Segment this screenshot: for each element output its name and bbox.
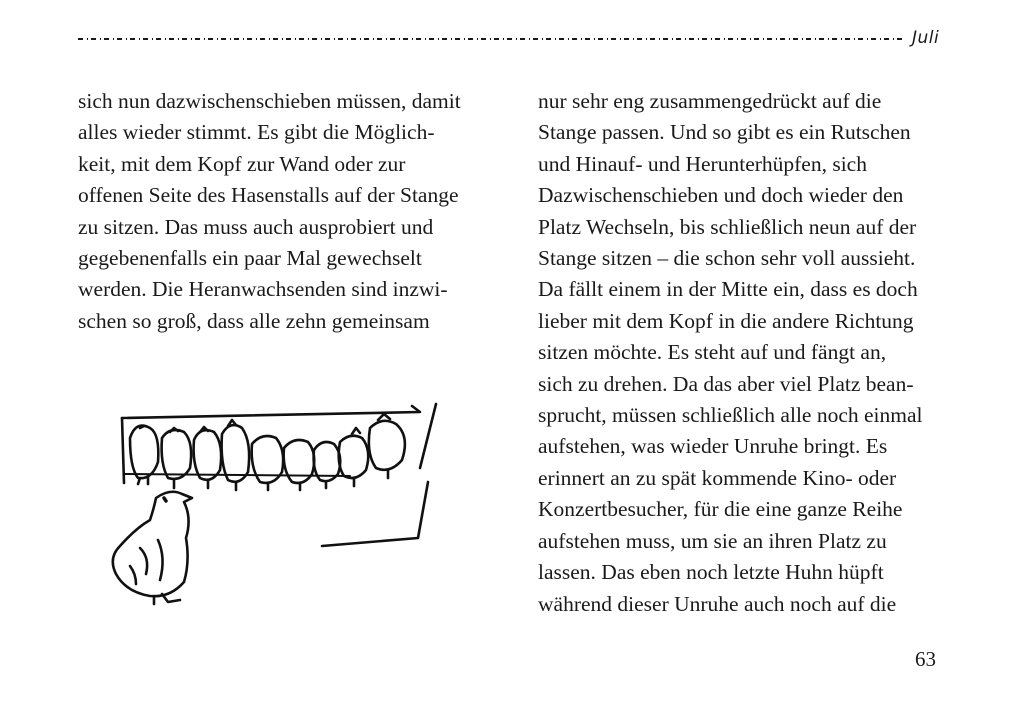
chicken-3 xyxy=(194,430,222,480)
text-line: zu sitzen. Das muss auch ausprobiert und xyxy=(78,214,434,239)
chicken-4 xyxy=(222,425,250,482)
text-line: sitzen möchte. Es steht auf und fängt an, xyxy=(538,340,887,365)
text-line: nur sehr eng zusammengedrückt auf die xyxy=(538,89,882,113)
text-line: aufstehen muss, um sie an ihren Platz zu xyxy=(538,528,887,553)
text-line: während dieser Unruhe auch noch auf die xyxy=(538,591,897,616)
chicken-1 xyxy=(130,426,158,479)
text-line: Platz Wechseln, bis schließlich neun auf der xyxy=(538,214,917,239)
ground-chicken xyxy=(113,492,192,604)
chicken-2 xyxy=(162,430,192,479)
text-line: keit, mit dem Kopf zur Wand oder zur xyxy=(78,151,406,176)
text-line: Dazwischenschieben und doch wieder den xyxy=(538,183,904,208)
chicken-8 xyxy=(339,436,369,478)
text-line: offenen Seite des Hasenstalls auf der Stange xyxy=(78,183,459,208)
text-line: Stange passen. Und so gibt es ein Rutschen xyxy=(538,120,911,145)
text-line: lassen. Das eben noch letzte Huhn hüpft xyxy=(538,560,884,585)
text-line: sprucht, müssen schließlich alle noch einmal xyxy=(538,403,923,428)
right-text-column xyxy=(538,86,958,620)
text-line: schen so groß, dass alle zehn gemeinsam xyxy=(78,308,430,333)
text-line: werden. Die Heranwachsenden sind inzwi- xyxy=(78,277,448,302)
text-line: Konzertbesucher, für die eine ganze Reihe xyxy=(538,497,903,522)
text-line: lieber mit dem Kopf in die andere Richtung xyxy=(538,308,914,333)
hutch-top-line xyxy=(122,406,420,418)
page-number: 63 xyxy=(915,647,936,671)
chicken-6 xyxy=(284,440,315,483)
text-line: alles wieder stimmt. Es gibt die Möglich- xyxy=(78,120,435,145)
text-line: sich zu drehen. Da das aber viel Platz bean- xyxy=(538,371,914,396)
chicken-9 xyxy=(369,421,405,470)
text-line: Da fällt einem in der Mitte ein, dass es doch xyxy=(538,277,918,302)
text-line: erinnert an zu spät kommende Kino- oder xyxy=(538,465,897,490)
perched-chickens xyxy=(130,414,405,490)
text-line: aufstehen, was wieder Unruhe bringt. Es xyxy=(538,434,888,459)
running-header-month: Juli xyxy=(912,28,940,48)
hutch-floor-line xyxy=(322,482,428,546)
text-line: sich nun dazwischenschieben müssen, damit xyxy=(78,89,461,113)
hutch-wall-right-line xyxy=(420,404,436,468)
text-line: und Hinauf- und Herunterhüpfen, sich xyxy=(538,151,867,176)
chickens-on-perch-illustration xyxy=(100,398,450,608)
header-dashed-rule xyxy=(78,37,902,43)
text-line: gegebenenfalls ein paar Mal gewechselt xyxy=(78,246,422,271)
left-text-column xyxy=(78,86,498,337)
text-line: Stange sitzen – die schon sehr voll aussieht. xyxy=(538,246,916,271)
